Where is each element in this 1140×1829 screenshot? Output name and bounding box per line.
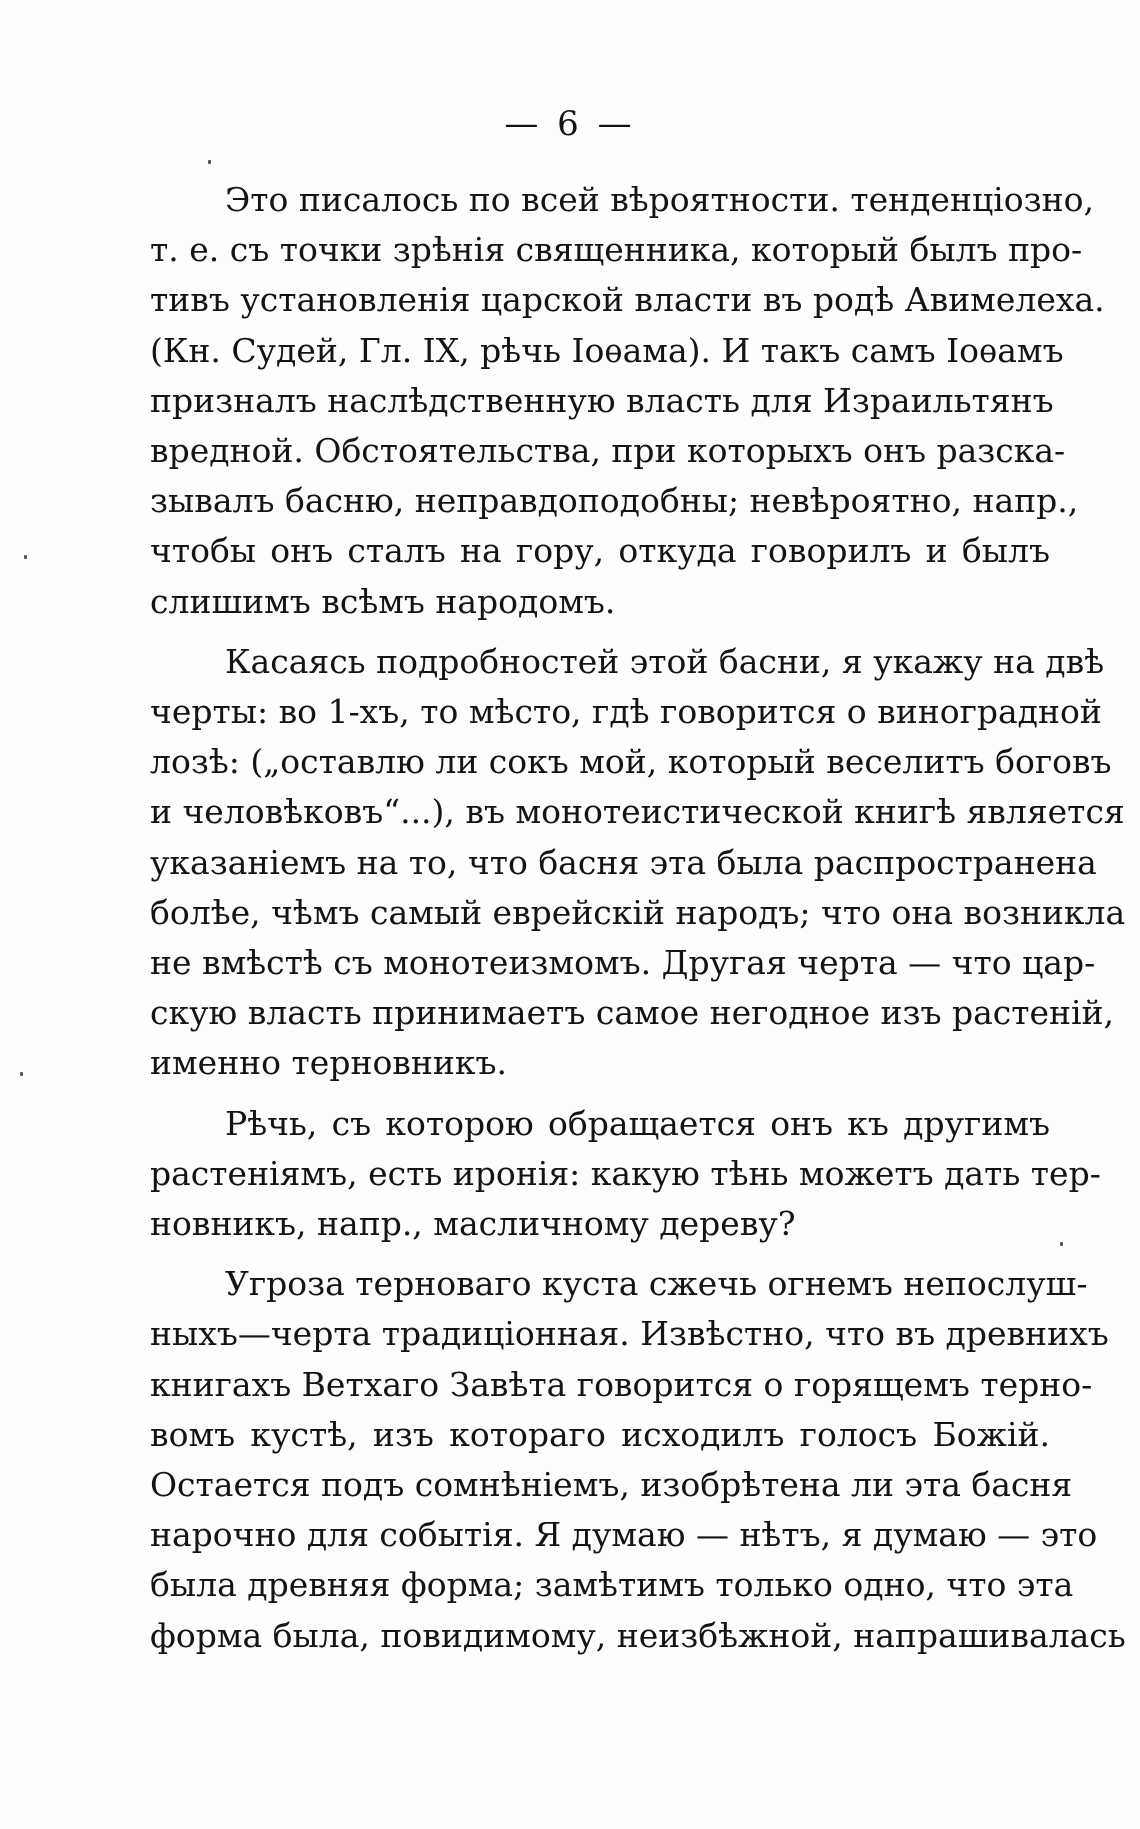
paragraph-4 <box>150 1259 1126 1661</box>
text-line: тивъ установленія царской власти въ родѣ Авимелеха. <box>150 280 1105 320</box>
text-line: не вмѣстѣ съ монотеизмомъ. Другая черта — что цар- <box>150 943 1096 983</box>
text-line: растеніямъ, есть иронія: какую тѣнь можетъ дать тер- <box>150 1153 1101 1193</box>
text-line: Касаясь подробностей этой басни, я укажу на двѣ <box>225 641 1105 681</box>
text-line: и человѣковъ“...), въ монотеистической книгѣ является <box>150 792 1125 832</box>
text-line: форма была, повидимому, неизбѣжной, напрашивалась <box>150 1615 1126 1655</box>
text-line: указаніемъ на то, что басня эта была распространена <box>150 842 1097 882</box>
text-line: Рѣчь, съ которою обращается онъ къ другимъ <box>225 1103 1050 1143</box>
text-line: нарочно для событія. Я думаю — нѣтъ, я думаю — это <box>150 1515 1098 1555</box>
text-line: Остается подъ сомнѣніемъ, изобрѣтена ли эта басня <box>150 1465 1073 1505</box>
scan-speck <box>24 555 27 559</box>
body-text <box>150 175 1126 1671</box>
text-line: Это писалось по всей вѣроятности. тенденціозно, <box>225 180 1094 219</box>
text-line: зывалъ басню, неправдоподобны; невѣроятно, напр., <box>150 481 1079 521</box>
text-line: (Кн. Судей, Гл. IX, рѣчь Іоѳама). И такъ самъ Іоѳамъ <box>150 330 1064 370</box>
page-number: — 6 — <box>504 104 636 144</box>
paragraph-3 <box>150 1099 1101 1250</box>
text-line: новникъ, напр., масличному дереву? <box>150 1204 796 1244</box>
paragraph-2 <box>150 637 1126 1089</box>
text-line: была древняя форма; замѣтимъ только одно, что эта <box>150 1565 1074 1605</box>
text-line: т. е. съ точки зрѣнія священника, который былъ про- <box>150 230 1083 270</box>
text-line: книгахъ Ветхаго Завѣта говорится о горящемъ терно- <box>150 1364 1093 1404</box>
text-line: черты: во 1-хъ, то мѣсто, гдѣ говорится о виноградной <box>150 692 1102 732</box>
scan-speck <box>208 160 211 164</box>
text-line: лозѣ: („оставлю ли сокъ мой, который веселитъ боговъ <box>150 742 1112 782</box>
text-line: слишимъ всѣмъ народомъ. <box>150 581 616 621</box>
text-line: чтобы онъ сталъ на гору, откуда говорилъ и былъ <box>150 531 1050 571</box>
text-line: именно терновникъ. <box>150 1043 507 1083</box>
paragraph-1 <box>150 175 1105 627</box>
text-line: скую власть принимаетъ самое негодное изъ растеній, <box>150 993 1115 1033</box>
text-line: болѣе, чѣмъ самый еврейскій народъ; что она возникла <box>150 892 1126 932</box>
text-line: призналъ наслѣдственную власть для Израильтянъ <box>150 380 1054 420</box>
text-line: Угроза терноваго куста сжечь огнемъ непослуш- <box>225 1264 1088 1304</box>
scan-speck <box>20 1072 23 1076</box>
text-line: ныхъ—черта традиціонная. Извѣстно, что въ древнихъ <box>150 1314 1109 1354</box>
text-line: вомъ кустѣ, изъ котораго исходилъ голосъ Божій. <box>150 1414 1050 1454</box>
text-line: вредной. Обстоятельства, при которыхъ онъ разска- <box>150 431 1066 471</box>
scan-speck <box>1060 1242 1063 1246</box>
